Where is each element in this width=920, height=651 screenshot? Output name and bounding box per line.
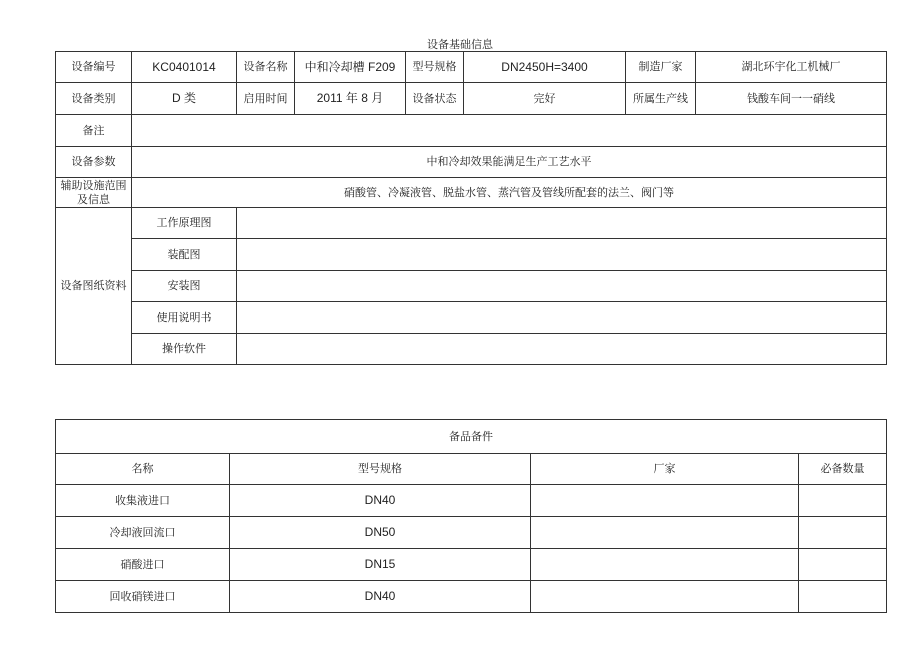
spare-maker (531, 549, 799, 581)
spare-name: 冷却液回流口 (56, 517, 230, 549)
drawing-row (56, 334, 887, 365)
line-value: 钱酸车间一一硝线 (696, 83, 887, 115)
category-value: D 类 (132, 83, 237, 115)
category-label: 设备类别 (56, 83, 132, 115)
maker-label: 制造厂家 (626, 52, 696, 83)
spare-row (56, 581, 887, 613)
drawing-row (56, 208, 887, 239)
drawing-label: 装配图 (132, 239, 237, 271)
name-value: 中和冷却槽 F209 (295, 52, 406, 83)
drawing-value (237, 302, 887, 334)
spare-model: DN50 (230, 517, 531, 549)
code-value: KC0401014 (132, 52, 237, 83)
spares-title: 备品备件 (56, 420, 887, 454)
spare-qty (799, 517, 887, 549)
drawing-row (56, 239, 887, 271)
header-model: 型号规格 (230, 454, 531, 485)
drawing-value (237, 271, 887, 302)
info-row-2 (56, 83, 887, 115)
spare-qty (799, 581, 887, 613)
model-label: 型号规格 (406, 52, 464, 83)
info-row-1 (56, 52, 887, 83)
spares-header-row (56, 454, 887, 485)
drawings-label: 设备图纸资料 (56, 208, 132, 365)
header-qty: 必备数量 (799, 454, 887, 485)
page-title: 设备基础信息 (427, 38, 493, 51)
spare-name: 硝酸进口 (56, 549, 230, 581)
spare-maker (531, 517, 799, 549)
line-label: 所属生产线 (626, 83, 696, 115)
drawing-value (237, 334, 887, 365)
code-label: 设备编号 (56, 52, 132, 83)
header-maker: 厂家 (531, 454, 799, 485)
equipment-info-table (55, 51, 887, 365)
header-name: 名称 (56, 454, 230, 485)
spare-row (56, 517, 887, 549)
spare-model: DN40 (230, 485, 531, 517)
remarks-row (56, 115, 887, 147)
drawing-label: 工作原理图 (132, 208, 237, 239)
remarks-label: 备注 (56, 115, 132, 147)
status-label: 设备状态 (406, 83, 464, 115)
spare-qty (799, 485, 887, 517)
spare-row (56, 485, 887, 517)
params-value: 中和冷却效果能满足生产工艺水平 (132, 147, 887, 178)
spares-title-row (56, 420, 887, 454)
aux-value: 硝酸管、冷凝液管、脱盐水管、蒸汽管及管线所配套的法兰、阀门等 (132, 178, 887, 208)
date-label: 启用时间 (237, 83, 295, 115)
spare-maker (531, 485, 799, 517)
status-value: 完好 (464, 83, 626, 115)
aux-row (56, 178, 887, 208)
aux-label: 辅助设施范围及信息 (56, 178, 132, 208)
date-value: 2011 年 8 月 (295, 83, 406, 115)
params-label: 设备参数 (56, 147, 132, 178)
maker-value: 湖北环宇化工机械厂 (696, 52, 887, 83)
drawing-value (237, 208, 887, 239)
drawing-label: 操作软件 (132, 334, 237, 365)
spare-model: DN40 (230, 581, 531, 613)
spare-row (56, 549, 887, 581)
drawing-label: 使用说明书 (132, 302, 237, 334)
name-label: 设备名称 (237, 52, 295, 83)
spare-name: 回收硝镁进口 (56, 581, 230, 613)
spare-parts-table (55, 419, 887, 613)
drawing-label: 安装图 (132, 271, 237, 302)
spare-qty (799, 549, 887, 581)
spare-model: DN15 (230, 549, 531, 581)
drawing-row (56, 271, 887, 302)
model-value: DN2450H=3400 (464, 52, 626, 83)
drawing-value (237, 239, 887, 271)
drawing-row (56, 302, 887, 334)
spare-maker (531, 581, 799, 613)
spare-name: 收集液进口 (56, 485, 230, 517)
params-row (56, 147, 887, 178)
remarks-value (132, 115, 887, 147)
